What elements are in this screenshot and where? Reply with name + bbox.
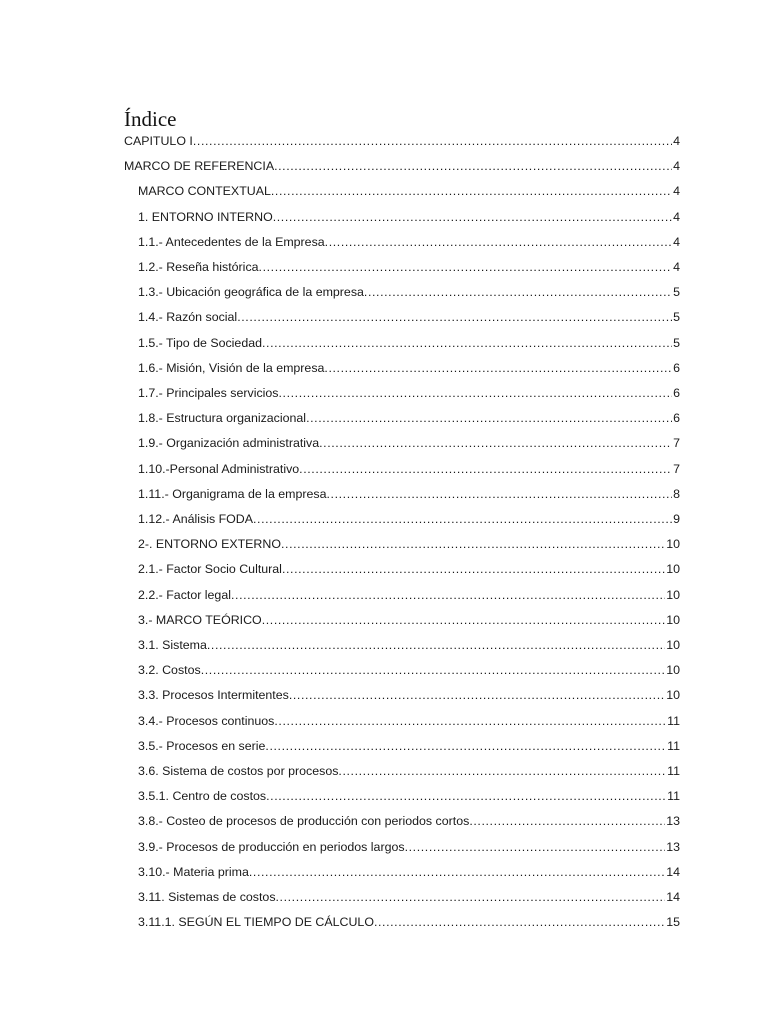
toc-entry-title: 1.7.- Principales servicios — [138, 386, 279, 400]
toc-dot-leader — [266, 784, 666, 809]
toc-dot-leader — [338, 759, 666, 784]
toc-entry-title: 1.1.- Antecedentes de la Empresa — [138, 234, 325, 249]
toc-entry[interactable] — [138, 860, 680, 885]
toc-dot-leader — [319, 431, 672, 456]
toc-entry[interactable] — [138, 280, 680, 305]
toc-entry-title: 3.5.1. Centro de costos — [138, 789, 267, 804]
toc-entry[interactable] — [138, 482, 680, 507]
toc-page-number: 7 — [673, 436, 680, 451]
toc-dot-leader — [262, 331, 672, 356]
toc-entry[interactable] — [138, 709, 680, 734]
toc-dot-leader — [201, 658, 666, 683]
toc-entry[interactable] — [138, 331, 680, 356]
toc-entry-title: MARCO CONTEXTUAL — [138, 184, 271, 199]
toc-page-number: 10 — [666, 587, 680, 602]
toc-page-number: 11 — [667, 764, 680, 778]
toc-entry[interactable] — [138, 356, 680, 381]
toc-page-number: 15 — [666, 915, 680, 930]
toc-page-number: 10 — [666, 663, 680, 678]
toc-page-number: 7 — [673, 461, 680, 476]
toc-dot-leader — [324, 356, 672, 381]
toc-entry-title: 3.- MARCO TEÓRICO — [138, 612, 262, 627]
toc-entry-title: MARCO DE REFERENCIA — [124, 159, 275, 174]
toc-entry-title: 3.5.- Procesos en serie — [138, 738, 266, 753]
toc-entry[interactable] — [138, 608, 680, 633]
toc-entry-title: 1.2.- Reseña histórica — [138, 260, 259, 274]
toc-page-number: 10 — [666, 688, 680, 703]
toc-page-number: 10 — [666, 638, 680, 652]
toc-page-number: 4 — [673, 234, 680, 249]
toc-page-number: 5 — [673, 310, 680, 325]
toc-entry-title: 3.2. Costos — [138, 663, 201, 678]
toc-entry-title: 3.9.- Procesos de producción en periodos largos — [138, 839, 405, 854]
toc-entry[interactable] — [138, 734, 680, 759]
toc-page-number: 10 — [666, 612, 680, 627]
toc-entry-title: 1. ENTORNO INTERNO — [138, 209, 273, 224]
toc-dot-leader — [299, 457, 672, 482]
toc-dot-leader — [207, 633, 665, 658]
toc-entry[interactable] — [138, 532, 680, 557]
toc-entry-title: 1.11.- Organigrama de la empresa — [138, 486, 327, 501]
toc-page-number: 13 — [666, 814, 680, 829]
toc-entry-title: CAPITULO I — [124, 134, 193, 148]
toc-dot-leader — [405, 835, 666, 860]
toc-page-number: 6 — [673, 360, 680, 375]
toc-dot-leader — [249, 860, 665, 885]
toc-dot-leader — [274, 709, 666, 734]
toc-dot-leader — [276, 885, 666, 910]
toc-entry-title: 1.9.- Organización administrativa — [138, 436, 320, 451]
toc-entry-title: 3.11. Sistemas de costos — [138, 890, 276, 904]
toc-page-number: 6 — [673, 411, 680, 426]
toc-page-number: 4 — [673, 260, 680, 274]
toc-dot-leader — [364, 280, 672, 305]
toc-dot-leader — [271, 179, 672, 204]
toc-page-number: 4 — [673, 159, 680, 174]
toc-entry[interactable] — [138, 759, 680, 784]
toc-page-number: 11 — [667, 713, 680, 728]
toc-entry[interactable] — [138, 457, 680, 482]
toc-entry-title: 1.5.- Tipo de Sociedad — [138, 335, 262, 350]
toc-entry-title: 3.6. Sistema de costos por procesos — [138, 764, 339, 778]
toc-dot-leader — [265, 734, 666, 759]
toc-entry-title: 2.1.- Factor Socio Cultural — [138, 562, 282, 577]
toc-entry[interactable] — [138, 835, 680, 860]
toc-dot-leader — [231, 583, 665, 608]
toc-entry[interactable] — [138, 507, 680, 532]
toc-entry[interactable] — [138, 633, 680, 658]
toc-entry[interactable] — [124, 129, 680, 154]
toc-dot-leader — [253, 507, 672, 532]
toc-dot-leader — [274, 154, 672, 179]
toc-entry-title: 1.10.-Personal Administrativo — [138, 461, 300, 476]
toc-page-number: 5 — [673, 285, 680, 300]
toc-dot-leader — [237, 305, 672, 330]
toc-dot-leader — [325, 230, 672, 255]
toc-page-number: 8 — [673, 486, 680, 501]
toc-entry[interactable] — [138, 683, 680, 708]
toc-entry-title: 3.1. Sistema — [138, 638, 207, 652]
toc-page-number: 4 — [673, 184, 680, 199]
toc-entry-title: 1.8.- Estructura organizacional — [138, 411, 307, 426]
toc-dot-leader — [259, 255, 673, 280]
toc-entry-title: 3.11.1. SEGÚN EL TIEMPO DE CÁLCULO — [138, 915, 374, 930]
toc-page-number: 10 — [666, 562, 680, 577]
toc-dot-leader — [374, 910, 665, 935]
toc-dot-leader — [262, 608, 666, 633]
toc-dot-leader — [282, 557, 665, 582]
toc-entry[interactable] — [138, 381, 680, 406]
toc-page-number: 13 — [666, 839, 680, 854]
toc-page-number: 6 — [673, 386, 680, 400]
toc-page-number: 14 — [666, 864, 680, 879]
page-title: Índice — [124, 107, 177, 131]
toc-entry-title: 1.12.- Análisis FODA — [138, 512, 254, 526]
toc-entry[interactable] — [138, 557, 680, 582]
toc-dot-leader — [469, 809, 665, 834]
toc-page-number: 14 — [666, 890, 680, 904]
toc-entry-title: 1.4.- Razón social — [138, 310, 238, 325]
toc-entry[interactable] — [138, 406, 680, 431]
toc-dot-leader — [326, 482, 672, 507]
toc-entry-title: 3.8.- Costeo de procesos de producción con periodos cortos — [138, 814, 470, 829]
toc-entry[interactable] — [138, 179, 680, 204]
toc-entry-title: 1.3.- Ubicación geográfica de la empresa — [138, 285, 364, 300]
toc-entry-title: 3.10.- Materia prima — [138, 864, 249, 879]
toc-entry[interactable] — [138, 431, 680, 456]
toc-page-number: 10 — [666, 537, 680, 552]
toc-entry[interactable] — [138, 255, 680, 280]
toc-entry-title: 2.2.- Factor legal — [138, 587, 231, 602]
toc-entry[interactable] — [138, 305, 680, 330]
toc-entry[interactable] — [138, 784, 680, 809]
toc-page-number: 11 — [667, 789, 680, 804]
toc-page-number: 5 — [673, 335, 680, 350]
toc-entry[interactable] — [138, 583, 680, 608]
toc-entry[interactable] — [138, 885, 680, 910]
toc-entry[interactable] — [138, 658, 680, 683]
toc-dot-leader — [193, 129, 672, 154]
toc-page-number: 11 — [667, 738, 680, 753]
toc-entry-title: 3.3. Procesos Intermitentes — [138, 688, 289, 703]
toc-page-number: 4 — [673, 134, 680, 148]
toc-entry-title: 1.6.- Misión, Visión de la empresa — [138, 360, 325, 375]
toc-page-number: 9 — [673, 512, 680, 526]
toc-entry[interactable] — [138, 230, 680, 255]
toc-dot-leader — [281, 532, 665, 557]
toc-entry-title: 2-. ENTORNO EXTERNO — [138, 537, 281, 552]
toc-entry[interactable] — [138, 205, 680, 230]
toc-entry[interactable] — [138, 809, 680, 834]
toc-entry[interactable] — [138, 910, 680, 935]
toc-dot-leader — [289, 683, 665, 708]
toc-dot-leader — [306, 406, 672, 431]
toc-page-number: 4 — [673, 209, 680, 224]
toc-entry-title: 3.4.- Procesos continuos — [138, 713, 275, 728]
toc-dot-leader — [273, 205, 672, 230]
toc-dot-leader — [278, 381, 672, 406]
toc-entry[interactable] — [124, 154, 680, 179]
